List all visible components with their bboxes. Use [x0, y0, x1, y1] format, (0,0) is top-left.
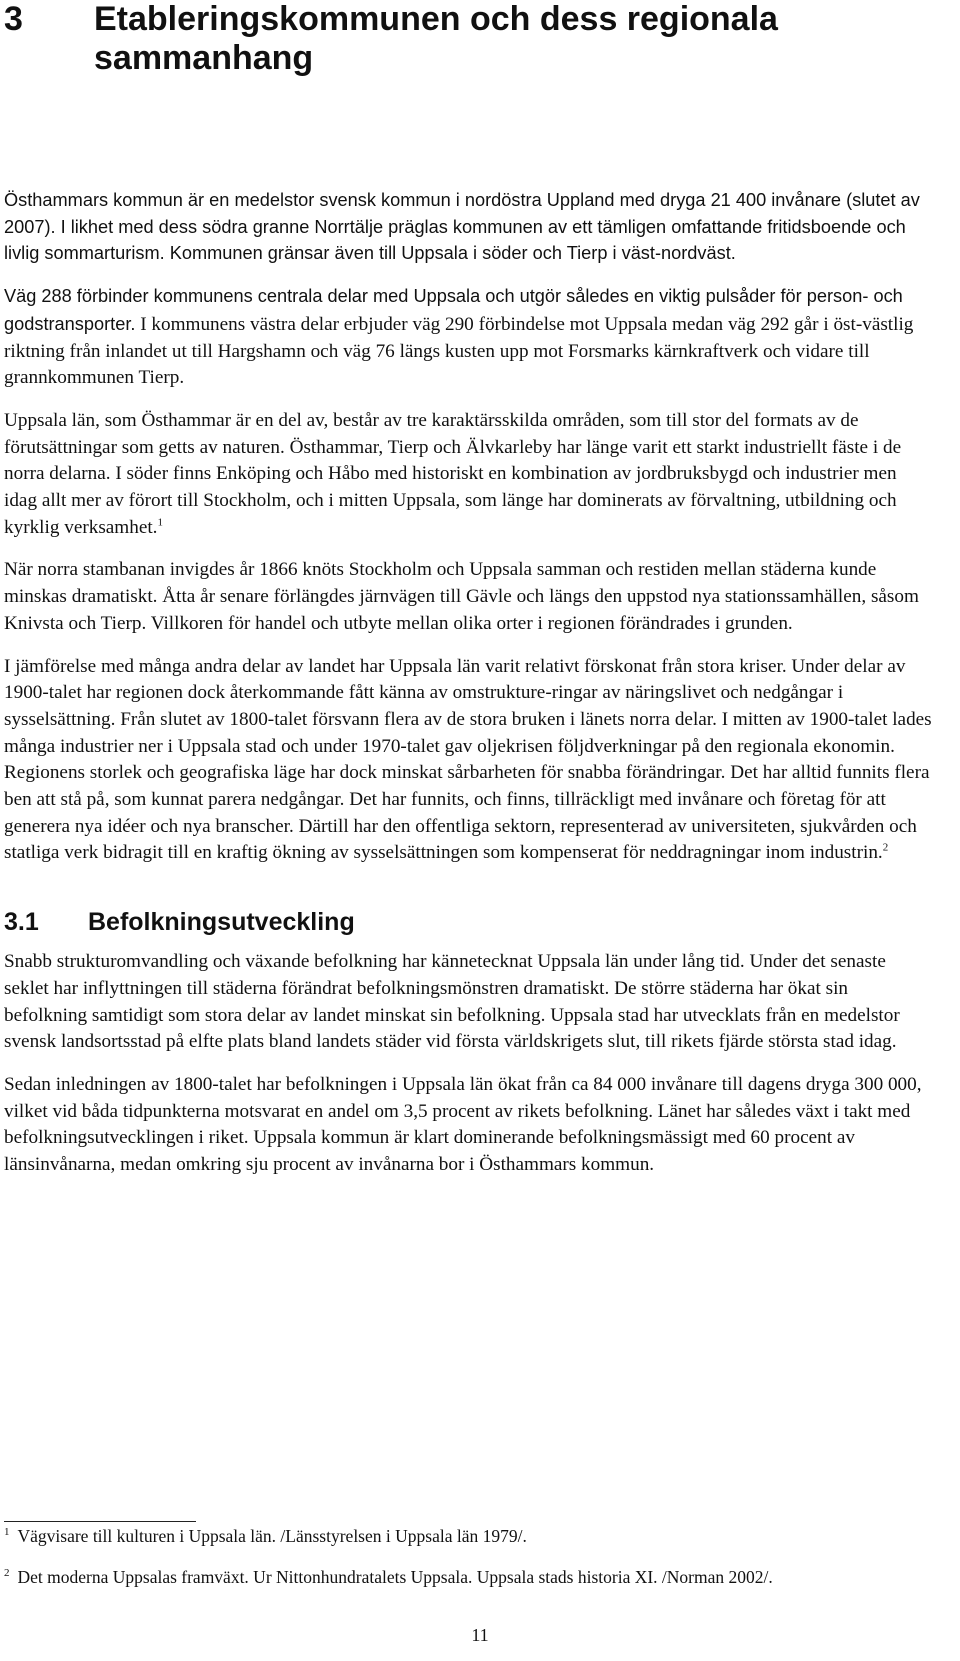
footnote-divider: [4, 1521, 196, 1522]
paragraph-intro: Östhammars kommun är en medelstor svensk kommun i nordöstra Uppland med dryga 21 400 invånare (slutet av 2007). I likhet med dess södra granne Norrtälje präglas kommunen av ett tämligen omfattande fritidsboende och livlig sommarturism. Kommunen gränsar även till Uppsala i söder och Tierp i väst-nordväst.: [4, 190, 920, 264]
paragraph-railway: När norra stambanan invigdes år 1866 knöts Stockholm och Uppsala samman och restiden mellan städerna kunde minskas dramatiskt. Åtta år senare förlängdes järnvägen till Gävle och längs den uppstod nya stationssamhällen, såsom Knivsta och Tierp. Villkoren för handel och utbyte mellan olika orter i regionen förändrades i grunden.: [4, 559, 919, 634]
footnote-2-text: Det moderna Uppsalas framväxt. Ur Nittonhundratalets Uppsala. Uppsala stads historia XI. /Norman 2002/.: [17, 1567, 773, 1587]
chapter-title: Etableringskommunen och dess regionala sammanhang: [94, 0, 778, 77]
paragraph-regions-text: Uppsala län, som Östhammar är en del av, består av tre karaktärsskilda områden, som till stor del formats av de förutsättningar som getts av naturen. Östhammar, Tierp och Älvkarleby har länge varit ett starkt industriellt fäste i de norra delarna. I söder finns Enköping och Håbo med historiskt en kombination av jordbruksbygd och industrier men idag allt mer av förort till Stockholm, och i mitten Uppsala, som länge har dominerats av förvaltning, utbildning och kyrklig verksamhet.: [4, 409, 902, 538]
section-title: Befolkningsutveckling: [88, 908, 355, 937]
paragraph-roads-lead: Väg 288 förbinder kommunens centrala delar med Uppsala och utgör således en viktig pulsåder för person- och godstransporter.: [4, 286, 903, 334]
footnote-ref-2[interactable]: 2: [882, 842, 889, 855]
footnote-2: [4, 1565, 904, 1589]
paragraph-population-1: Snabb strukturomvandling och växande befolkning har kännetecknat Uppsala län under lång tid. Under det senaste seklet har inflyttningen till städerna förändrat befolkningsmönstren dramatiskt. De större städerna har ökat sin befolkning samtidigt som stora delar av landet minskat sin befolkning. Uppsala stad har utvecklats från en medelstor svensk landsortsstad på elfte plats bland landets städer vid första världskrigets slut, till rikets fjärde största stad idag.: [4, 951, 900, 1053]
body-text: [4, 187, 934, 1195]
paragraph-economy-text: I jämförelse med många andra delar av landet har Uppsala län varit relativt förskonat från stora kriser. Under delar av 1900-talet har regionen dock återkommande fått känna av omstrukture-ringar av näringslivet och nedgångar i sysselsättning. Från slutet av 1800-talet försvann flera av de stora bruken i länets norra delar. I mitten av 1900-talet lades många industrier ner i Uppsala stad och under 1970-talet gav oljekrisen följdverkningar på den regionala ekonomin. Regionens storlek och geografiska läge har dock minskat sårbarheten för snabba förändringar. Det har alltid funnits flera ben att stå på, som kunnat parera nedgångar. Det har funnits, och finns, tillräckligt med invånare och företag för att generera nya idéer och nya branscher. Därtill har den offentliga sektorn, representerad av universiteten, sjukvården och statliga verk bidragit till en kraftig ökning av sysselsättningen som kompenserat för neddragningar inom industrin.: [4, 655, 932, 864]
section-heading: [4, 907, 934, 937]
paragraph-economy: [4, 654, 934, 868]
paragraph-regions: [4, 408, 934, 542]
paragraph-population-2: Sedan inledningen av 1800-talet har befolkningen i Uppsala län ökat från ca 84 000 invånare till dagens dryga 300 000, vilket vid båda tidpunkterna motsvarat en andel om 3,5 procent av rikets befolkning. Länet har således växt i takt med befolkningsutvecklingen i riket. Uppsala kommun är klart dominerande befolkningsmässigt med 60 procent av länsinvånarna, medan omkring sju procent av invånarna bor i Östhammars kommun.: [4, 1073, 922, 1176]
chapter-number: 3: [4, 0, 23, 38]
footnote-1-mark: 1: [4, 1526, 10, 1539]
paragraph-roads: [4, 283, 934, 392]
footnote-1: [4, 1524, 904, 1548]
footnote-1-text: Vägvisare till kulturen i Uppsala län. /Länsstyrelsen i Uppsala län 1979/.: [17, 1526, 527, 1546]
paragraph-roads-rest: I kommunens västra delar erbjuder väg 290 förbindelse mot Uppsala medan väg 292 går i öst-västlig riktning från inlandet ut till Hargshamn och väg 76 längs kusten upp mot Forsmarks kärnkraftverk och vidare till grannkommunen Tierp.: [4, 313, 914, 389]
page-number: 11: [471, 1625, 489, 1645]
section-number: 3.1: [4, 908, 39, 937]
footnote-2-mark: 2: [4, 1567, 10, 1580]
footnote-ref-1[interactable]: 1: [157, 516, 163, 529]
